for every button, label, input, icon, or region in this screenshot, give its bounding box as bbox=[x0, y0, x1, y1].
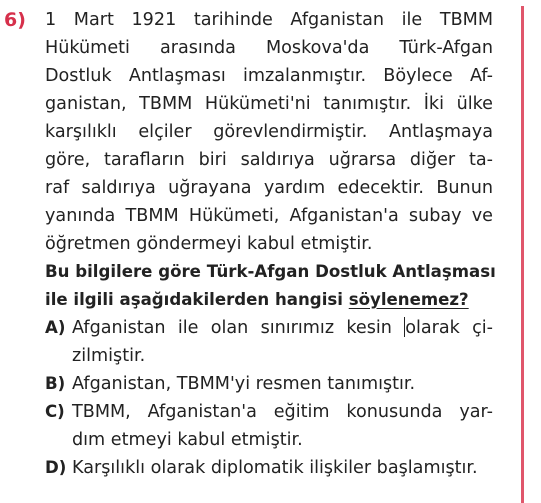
stem-underlined-word: söylenemez? bbox=[348, 290, 469, 309]
option-letter: A) bbox=[45, 318, 66, 337]
option-b[interactable] bbox=[45, 370, 493, 398]
answer-options bbox=[45, 314, 493, 482]
question-passage bbox=[45, 6, 493, 258]
option-text: Karşılıklı olarak diplomatik ilişkiler başlamıştır. bbox=[72, 458, 478, 478]
passage-line: 1 Mart 1921 tarihinde Afganistan ile TBMM bbox=[45, 10, 493, 30]
question-number: 6) bbox=[4, 9, 26, 31]
option-text-part: Afganistan ile olan sınırımız kesin bbox=[72, 318, 405, 338]
option-a[interactable] bbox=[45, 314, 493, 370]
passage-line: öğretmen göndermeyi kabul etmiştir. bbox=[45, 234, 373, 254]
passage-line: yanında TBMM Hükümeti, Afganistan'a subay ve bbox=[45, 206, 493, 226]
stem-line: Bu bilgilere göre Türk-Afgan Dostluk Antlaşması bbox=[45, 262, 496, 281]
option-text-part: olarak çi- bbox=[405, 318, 494, 338]
option-letter: D) bbox=[45, 458, 67, 477]
option-letter: C) bbox=[45, 402, 65, 421]
option-text bbox=[72, 314, 493, 342]
question-stem bbox=[45, 258, 496, 314]
margin-rule bbox=[521, 6, 524, 503]
option-text: TBMM, Afganistan'a eğitim konusunda yar- bbox=[72, 402, 493, 422]
passage-line: raf saldırıya uğrayana yardım edecektir. Bunun bbox=[45, 178, 493, 198]
option-letter: B) bbox=[45, 374, 66, 393]
stem-text: ile ilgili aşağıdakilerden hangisi bbox=[45, 290, 349, 309]
passage-line: Hükümeti arasında Moskova'da Türk-Afgan bbox=[45, 38, 493, 58]
passage-line: Dostluk Antlaşması imzalanmıştır. Böylece Af- bbox=[45, 66, 493, 86]
passage-line: karşılıklı elçiler görevlendirmiştir. Antlaşmaya bbox=[45, 122, 493, 142]
option-text: Afganistan, TBMM'yi resmen tanımıştır. bbox=[72, 374, 416, 394]
passage-line: göre, tarafların biri saldırıya uğrarsa diğer ta- bbox=[45, 150, 493, 170]
passage-line: ganistan, TBMM Hükümeti'ni tanımıştır. İki ülke bbox=[45, 94, 493, 114]
option-d[interactable] bbox=[45, 454, 493, 482]
option-text: zilmiştir. bbox=[72, 346, 146, 366]
option-c[interactable] bbox=[45, 398, 493, 454]
stem-line bbox=[45, 286, 493, 314]
option-text: dım etmeyi kabul etmiştir. bbox=[72, 430, 303, 450]
